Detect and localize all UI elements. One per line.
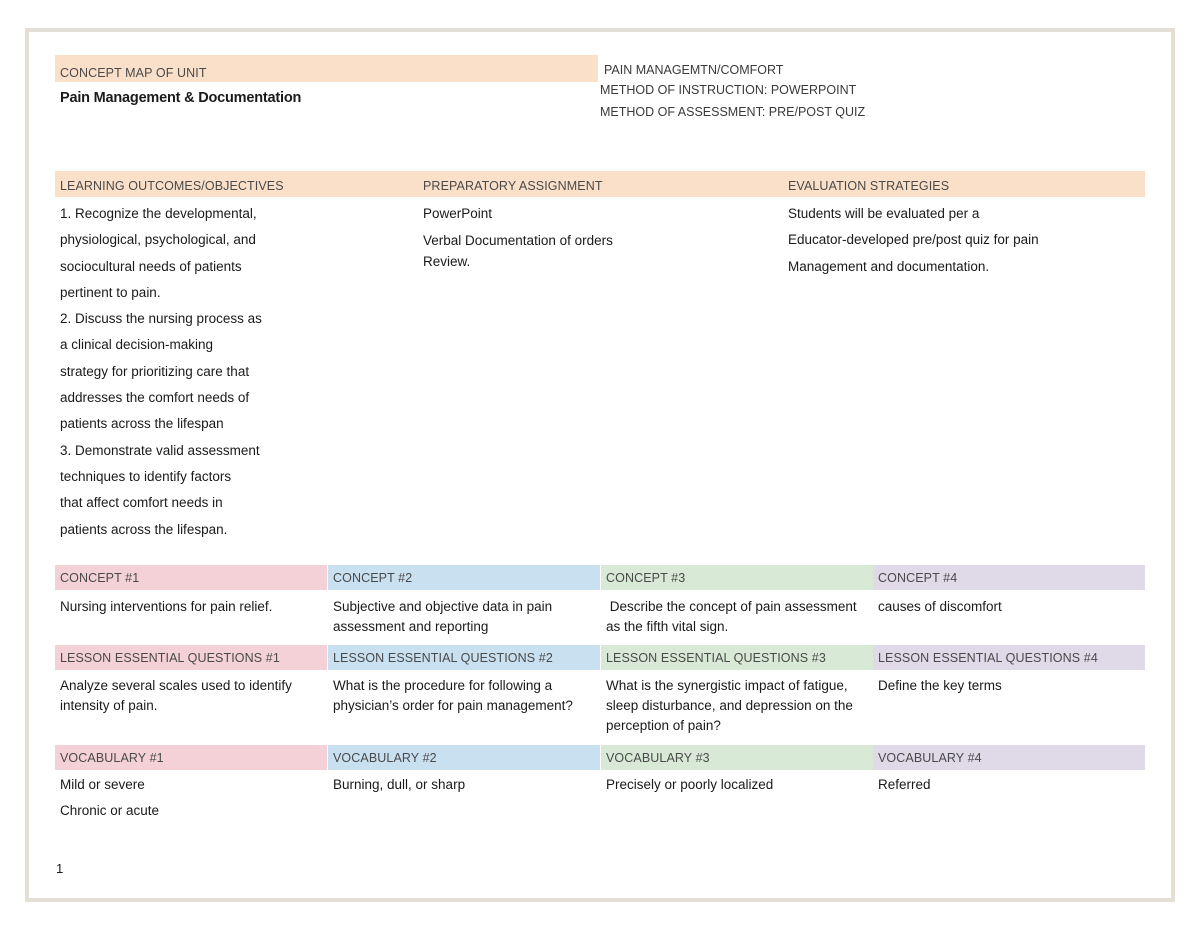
evaluation-line: Management and documentation. [788,258,990,274]
outcome-line: techniques to identify factors [60,468,232,484]
outcome-line: sociocultural needs of patients [60,258,242,274]
outcome-line: pertinent to pain. [60,284,161,300]
outcomes-header: LEARNING OUTCOMES/OBJECTIVES [60,179,284,193]
question-4-header: LESSON ESSENTIAL QUESTIONS #4 [873,645,1145,670]
evaluation-header: EVALUATION STRATEGIES [788,179,950,193]
preparatory-item: PowerPoint [423,206,493,221]
question-2-header: LESSON ESSENTIAL QUESTIONS #2 [328,645,600,670]
concept-1-header: CONCEPT #1 [55,565,327,590]
vocabulary-1-list [60,772,159,825]
outcome-line: that affect comfort needs in [60,495,223,511]
vocabulary-4-header: VOCABULARY #4 [873,745,1145,770]
question-4-text: Define the key terms [878,678,1002,693]
question-3-header: LESSON ESSENTIAL QUESTIONS #3 [601,645,873,670]
vocabulary-term: Mild or severe [60,777,145,792]
concept-3-header: CONCEPT #3 [601,565,873,590]
outcome-line: patients across the lifespan. [60,521,228,537]
outcome-line: strategy for prioritizing care that [60,363,250,379]
concept-1-text: Nursing interventions for pain relief. [60,599,273,614]
vocabulary-2-header: VOCABULARY #2 [328,745,600,770]
question-2-text: What is the procedure for following a physician’s order for pain management? [333,678,573,713]
concept-4-header: CONCEPT #4 [873,565,1145,590]
concept-map-label-band [55,55,598,82]
preparatory-header: PREPARATORY ASSIGNMENT [423,179,603,193]
vocabulary-1-header: VOCABULARY #1 [55,745,327,770]
concept-2-header: CONCEPT #2 [328,565,600,590]
question-3-text: What is the synergistic impact of fatigue, sleep disturbance, and depression on the perception of pain? [606,678,853,733]
method-instruction: METHOD OF INSTRUCTION: POWERPOINT [600,83,857,97]
vocabulary-term: Referred [878,777,931,792]
vocabulary-term: Burning, dull, or sharp [333,777,466,792]
unit-title: Pain Management & Documentation [60,90,302,106]
vocabulary-term: Precisely or poorly localized [606,777,774,792]
question-1-text: Analyze several scales used to identify intensity of pain. [60,678,292,713]
vocabulary-term: Chronic or acute [60,803,160,819]
method-assessment: METHOD OF ASSESSMENT: PRE/POST QUIZ [600,105,866,119]
vocabulary-3-header: VOCABULARY #3 [601,745,873,770]
outcome-line: 3. Demonstrate valid assessment [60,442,260,458]
evaluation-line: Educator-developed pre/post quiz for pain [788,232,1039,248]
page-number: 1 [56,861,64,876]
evaluation-line: Students will be evaluated per a [788,206,980,221]
outcome-line: physiological, psychological, and [60,232,256,248]
outcome-line: a clinical decision-making [60,337,214,353]
preparatory-item: Review. [423,254,471,269]
question-1-header: LESSON ESSENTIAL QUESTIONS #1 [55,645,327,670]
outcome-line: addresses the comfort needs of [60,390,250,406]
preparatory-item: Verbal Documentation of orders [423,233,613,248]
concept-2-text: Subjective and objective data in pain assessment and reporting [333,599,553,634]
concept-map-label: CONCEPT MAP OF UNIT [60,66,207,80]
outcome-line: 1. Recognize the developmental, [60,206,257,221]
outcome-line: 2. Discuss the nursing process as [60,311,262,327]
topic-label: PAIN MANAGEMTN/COMFORT [604,63,784,77]
evaluation-text [788,201,1039,280]
concept-3-text: Describe the concept of pain assessment as the fifth vital sign. [606,599,861,634]
outcome-line: patients across the lifespan [60,416,224,432]
concept-4-text: causes of discomfort [878,599,1002,614]
outcomes-list [60,201,262,543]
